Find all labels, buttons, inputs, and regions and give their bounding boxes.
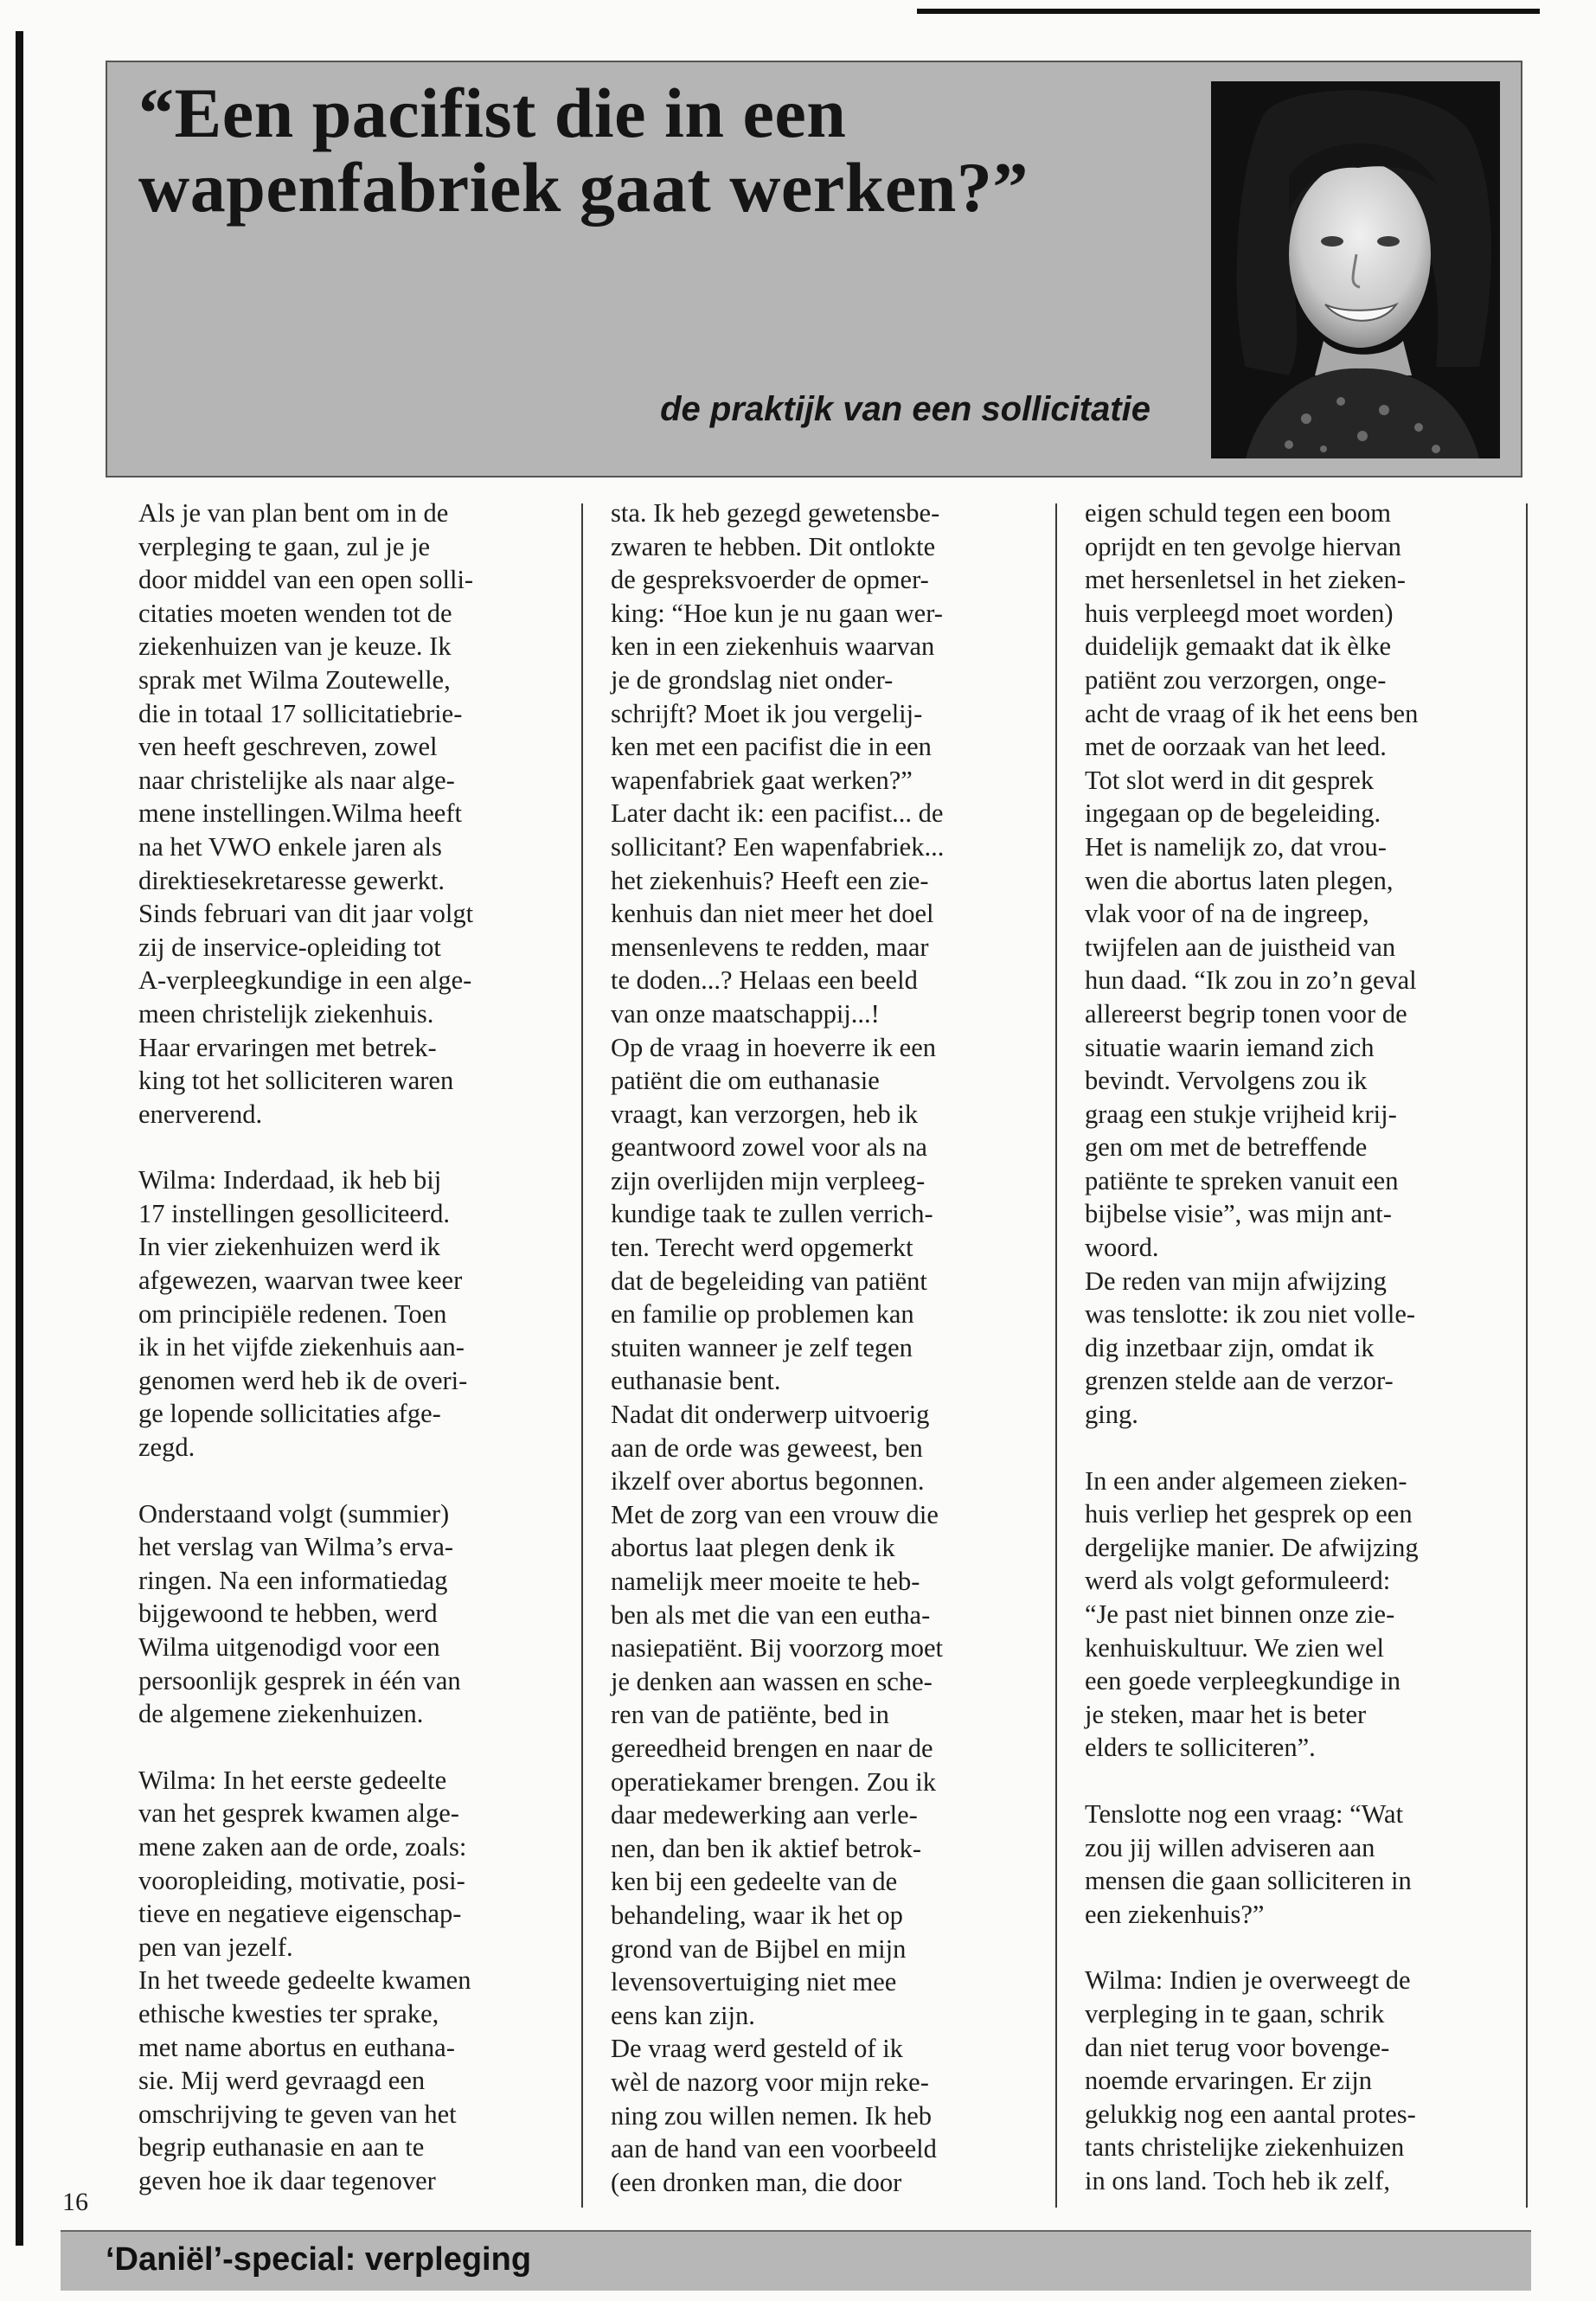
column-2-line: ken met een pacifist die in een (611, 732, 932, 762)
column-2-line: ben als met die van een eutha- (611, 1599, 931, 1630)
column-3-line: zou jij willen adviseren aan (1085, 1832, 1375, 1862)
column-3-line: met de oorzaak van het leed. (1085, 732, 1387, 762)
top-rule (917, 9, 1540, 14)
column-3-line: hun daad. “Ik zou in zo’n geval (1085, 965, 1417, 996)
column-1-line: sprak met Wilma Zoutewelle, (138, 664, 451, 695)
column-3-line: huis verliep het gesprek op een (1085, 1499, 1413, 1529)
column-2-line: (een dronken man, die door (611, 2167, 902, 2197)
column-3-line: Het is namelijk zo, dat vrou- (1085, 831, 1387, 862)
article-column-1 (138, 497, 545, 2198)
column-2-line: wèl de nazorg voor mijn reke- (611, 2067, 929, 2097)
column-2-line: Later dacht ik: een pacifist... de (611, 798, 944, 829)
column-3-line: ging. (1085, 1400, 1138, 1430)
column-2-line: ning zou willen nemen. Ik heb (611, 2100, 932, 2131)
column-2-line: grond van de Bijbel en mijn (611, 1933, 907, 1964)
column-2-line: en familie op problemen kan (611, 1299, 914, 1330)
column-3-line: was tenslotte: ik zou niet volle- (1085, 1299, 1416, 1330)
column-1-line: naar christelijke als naar alge- (138, 765, 455, 795)
column-1-line: enerverend. (138, 1099, 263, 1129)
column-2-line: vraagt, kan verzorgen, heb ik (611, 1099, 919, 1129)
column-2-line: kundige taak te zullen verrich- (611, 1199, 933, 1229)
column-2-line: daar medewerking aan verle- (611, 1800, 918, 1830)
column-2-line: gereedheid brengen en naar de (611, 1733, 933, 1763)
column-2-line: namelijk meer moeite te heb- (611, 1567, 920, 1596)
column-3-line: noemde ervaringen. Er zijn (1085, 2066, 1372, 2096)
column-2-line: ken bij een gedeelte van de (611, 1867, 898, 1897)
column-3-line: dan niet terug voor bovenge- (1085, 2032, 1390, 2062)
column-1-line: tieve en negatieve eigenschap- (138, 1899, 462, 1929)
column-2-line: Nadat dit onderwerp uitvoerig (611, 1400, 930, 1430)
column-3-line: elders te solliciteren”. (1085, 1733, 1316, 1763)
column-1-line: king tot het solliciteren waren (138, 1066, 454, 1096)
column-1-line: zij de inservice-opleiding tot (138, 932, 441, 962)
column-2-line: Met de zorg van een vrouw die (611, 1499, 939, 1529)
column-1-line: Wilma: In het eerste gedeelte (138, 1765, 447, 1795)
column-3-line: dergelijke manier. De afwijzing (1085, 1532, 1419, 1562)
column-1-line: pen van jezelf. (138, 1932, 293, 1962)
column-1-line: door middel van een open solli- (138, 565, 474, 595)
column-1-line: Wilma: Inderdaad, ik heb bij (138, 1165, 442, 1195)
column-3-line: huis verpleegd moet worden) (1085, 598, 1394, 628)
column-2-line: stuiten wanneer je zelf tegen (611, 1332, 913, 1362)
column-2-line: zijn overlijden mijn verpleeg- (611, 1165, 926, 1195)
column-divider (1055, 503, 1057, 2208)
column-2-line: ken in een ziekenhuis waarvan (611, 631, 935, 662)
column-3-line: patiënt zou verzorgen, onge- (1085, 664, 1387, 695)
column-1-line: persoonlijk gesprek in één van (138, 1665, 461, 1695)
column-3-line: acht de vraag of ik het eens ben (1085, 698, 1419, 728)
column-1-line: mene instellingen.Wilma heeft (138, 798, 462, 829)
portrait-illustration (1211, 81, 1500, 458)
headline-line-1: “Een pacifist die in een (138, 74, 847, 152)
column-2-line: ten. Terecht werd opgemerkt (611, 1233, 913, 1263)
column-2-line: zwaren te hebben. Dit ontlokte (611, 531, 936, 561)
column-2-line: abortus laat plegen denk ik (611, 1533, 895, 1563)
column-2-line: je de grondslag niet onder- (611, 664, 894, 695)
column-3-line: vlak voor of na de ingreep, (1085, 899, 1369, 929)
column-1-line: Als je van plan bent om in de (138, 498, 449, 528)
column-1-line: In vier ziekenhuizen werd ik (138, 1232, 440, 1262)
column-1-line: mene zaken aan de orde, zoals: (138, 1831, 467, 1862)
column-1-line: de algemene ziekenhuizen. (138, 1699, 424, 1729)
column-3-line: ingegaan op de begeleiding. (1085, 798, 1381, 829)
column-1-line: In het tweede gedeelte kwamen (138, 1965, 471, 1996)
column-3-line: Tot slot werd in dit gesprek (1085, 765, 1375, 795)
column-2-line: levensovertuiging niet mee (611, 1967, 897, 1997)
column-2-line: het ziekenhuis? Heeft een zie- (611, 865, 929, 895)
column-1-line: 17 instellingen gesolliciteerd. (138, 1198, 450, 1228)
column-1-line: meen christelijk ziekenhuis. (138, 998, 434, 1029)
column-3-line: bijbelse visie”, was mijn ant- (1085, 1199, 1392, 1229)
column-1-line: ge lopende sollicitaties afge- (138, 1399, 441, 1429)
column-divider (1526, 503, 1528, 2208)
column-2-line: patiënt die om euthanasie (611, 1066, 880, 1096)
column-2-line: De vraag werd gesteld of ik (611, 2034, 903, 2064)
column-2-line: schrijft? Moet ik jou vergelij- (611, 698, 923, 728)
article-column-2 (611, 497, 1017, 2199)
headline (138, 76, 1211, 225)
column-3-line: De reden van mijn afwijzing (1085, 1266, 1387, 1296)
article-column-3 (1085, 497, 1491, 2198)
column-1-line: ik in het vijfde ziekenhuis aan- (138, 1332, 465, 1362)
column-3-line: in ons land. Toch heb ik zelf, (1085, 2165, 1391, 2195)
column-2-line: sta. Ik heb gezegd gewetensbe- (611, 498, 940, 528)
column-3-line: Wilma: Indien je overweegt de (1085, 1965, 1411, 1996)
column-3-line: met hersenletsel in het zieken- (1085, 565, 1406, 595)
column-3-line: mensen die gaan solliciteren in (1085, 1866, 1412, 1896)
column-1-line: Wilma uitgenodigd voor een (138, 1632, 440, 1662)
column-1-line: A-verpleegkundige in een alge- (138, 965, 472, 996)
column-1-line: van het gesprek kwamen alge- (138, 1798, 459, 1829)
column-1-line: ethische kwesties ter sprake, (138, 1998, 439, 2029)
column-3-line: grenzen stelde aan de verzor- (1085, 1366, 1394, 1396)
column-2-line: de gespreksvoerder de opmer- (611, 565, 929, 595)
column-3-line: twijfelen aan de juistheid van (1085, 932, 1396, 962)
column-3-line: gen om met de betreffende (1085, 1132, 1368, 1163)
column-1-line: geven hoe ik daar tegenover (138, 2165, 436, 2195)
column-3-line: woord. (1085, 1233, 1159, 1263)
column-2-line: wapenfabriek gaat werken?” (611, 765, 913, 795)
footer-section-title: ‘Daniël’-special: verpleging (106, 2241, 532, 2278)
column-2-line: operatiekamer brengen. Zou ik (611, 1766, 937, 1797)
column-3-line: dig inzetbaar zijn, omdat ik (1085, 1332, 1375, 1362)
column-1-line: ziekenhuizen van je keuze. Ik (138, 631, 452, 662)
column-1-line: het verslag van Wilma’s erva- (138, 1532, 454, 1562)
column-2-line: sollicitant? Een wapenfabriek... (611, 831, 945, 862)
column-2-line: te doden...? Helaas een beeld (611, 965, 918, 996)
column-1-line: sie. Mij werd gevraagd een (138, 2066, 426, 2096)
left-margin-rule (16, 31, 23, 2246)
column-1-line: na het VWO enkele jaren als (138, 831, 442, 862)
column-3-line: situatie waarin iemand zich (1085, 1032, 1375, 1062)
column-2-line: mensenlevens te redden, maar (611, 932, 929, 962)
column-1-line: ven heeft geschreven, zowel (138, 732, 438, 762)
column-2-line: aan de hand van een voorbeeld (611, 2134, 937, 2164)
column-2-line: ikzelf over abortus begonnen. (611, 1466, 925, 1497)
subtitle: de praktijk van een sollicitatie (660, 390, 1151, 428)
column-2-line: Op de vraag in hoeverre ik een (611, 1032, 936, 1062)
column-2-line: euthanasie bent. (611, 1366, 781, 1396)
column-2-line: geantwoord zowel voor als na (611, 1132, 927, 1163)
column-3-line: eigen schuld tegen een boom (1085, 498, 1392, 528)
column-1-line: genomen werd heb ik de overi- (138, 1365, 468, 1395)
portrait-photo (1211, 81, 1500, 458)
column-2-line: behandeling, waar ik het op (611, 1900, 903, 1930)
column-3-line: oprijdt en ten gevolge hiervan (1085, 531, 1401, 561)
column-1-line: Haar ervaringen met betrek- (138, 1032, 437, 1062)
column-divider (581, 503, 583, 2208)
column-3-line: “Je past niet binnen onze zie- (1085, 1599, 1395, 1629)
column-3-line: kenhuiskultuur. We zien wel (1085, 1632, 1384, 1663)
column-2-line: nasiepatiënt. Bij voorzorg moet (611, 1633, 943, 1663)
column-1-line: vooropleiding, motivatie, posi- (138, 1865, 465, 1895)
column-3-line: een goede verpleegkundige in (1085, 1666, 1401, 1696)
column-1-line: Onderstaand volgt (summier) (138, 1498, 450, 1529)
column-1-line: verpleging te gaan, zul je je (138, 531, 431, 561)
column-3-line: gelukkig nog een aantal protes- (1085, 2099, 1416, 2129)
page-number: 16 (62, 2188, 88, 2216)
column-3-line: graag een stukje vrijheid krij- (1085, 1099, 1397, 1129)
column-3-line: je steken, maar het is beter (1085, 1699, 1367, 1729)
column-1-line: citaties moeten wenden tot de (138, 598, 452, 628)
column-2-line: je denken aan wassen en sche- (611, 1666, 933, 1696)
column-3-line: duidelijk gemaakt dat ik èlke (1085, 631, 1392, 662)
column-3-line: patiënte te spreken vanuit een (1085, 1165, 1399, 1195)
column-1-line: omschrijving te geven van het (138, 2099, 457, 2129)
column-3-line: tants christelijke ziekenhuizen (1085, 2132, 1405, 2163)
column-1-line: Sinds februari van dit jaar volgt (138, 899, 474, 929)
column-1-line: direktiesekretaresse gewerkt. (138, 865, 445, 895)
column-3-line: verpleging in te gaan, schrik (1085, 1998, 1385, 2029)
headline-line-2: wapenfabriek gaat werken?” (138, 148, 1029, 227)
column-1-line: om principiële redenen. Toen (138, 1298, 447, 1329)
column-3-line: In een ander algemeen zieken- (1085, 1465, 1407, 1496)
column-1-line: bijgewoond te hebben, werd (138, 1599, 438, 1629)
column-3-line: een ziekenhuis?” (1085, 1899, 1265, 1929)
column-3-line: wen die abortus laten plegen, (1085, 865, 1394, 895)
column-1-line: zegd. (138, 1433, 195, 1463)
column-2-line: kenhuis dan niet meer het doel (611, 899, 934, 929)
column-2-line: van onze maatschappij...! (611, 998, 880, 1029)
column-1-line: ringen. Na een informatiedag (138, 1565, 448, 1595)
column-3-line: bevindt. Vervolgens zou ik (1085, 1066, 1368, 1096)
column-2-line: nen, dan ben ik aktief betrok- (611, 1833, 922, 1863)
column-2-line: ren van de patiënte, bed in (611, 1700, 889, 1730)
column-3-line: werd als volgt geformuleerd: (1085, 1566, 1391, 1596)
column-2-line: dat de begeleiding van patiënt (611, 1266, 927, 1296)
column-3-line: Tenslotte nog een vraag: “Wat (1085, 1798, 1404, 1829)
column-2-line: king: “Hoe kun je nu gaan wer- (611, 598, 943, 628)
column-2-line: aan de orde was geweest, ben (611, 1433, 923, 1463)
column-2-line: eens kan zijn. (611, 2000, 755, 2030)
column-1-line: die in totaal 17 sollicitatiebrie- (138, 698, 463, 728)
column-1-line: met name abortus en euthana- (138, 2032, 455, 2062)
column-1-line: afgewezen, waarvan twee keer (138, 1266, 463, 1296)
column-3-line: allereerst begrip tonen voor de (1085, 998, 1407, 1029)
column-1-line: begrip euthanasie en aan te (138, 2132, 425, 2163)
